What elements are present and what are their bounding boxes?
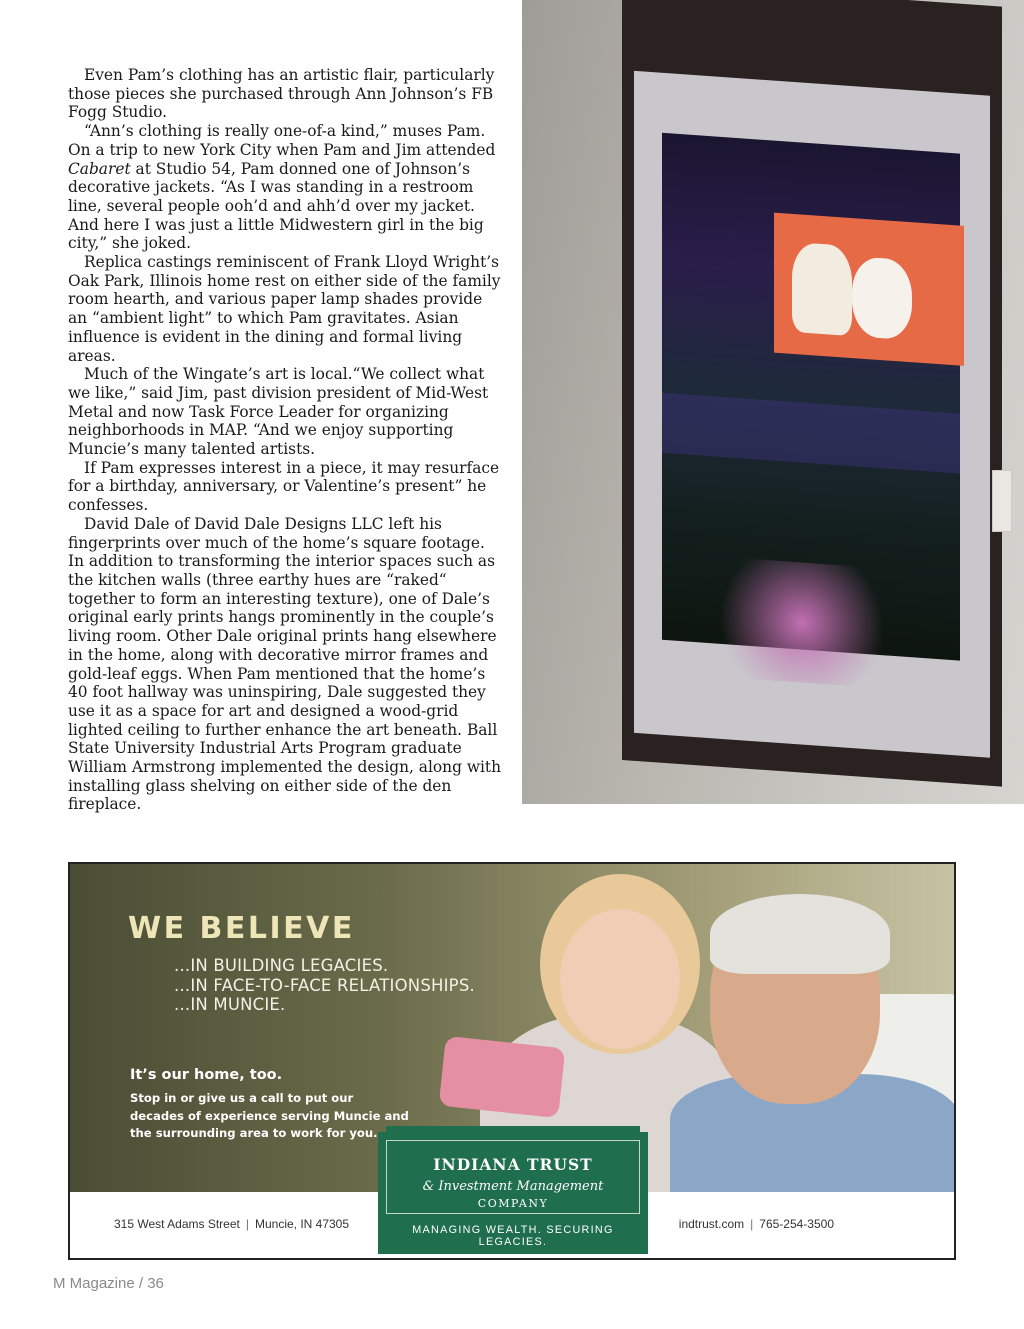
ad-contact (679, 1217, 834, 1231)
separator: | (245, 1217, 249, 1231)
picture-mat (634, 71, 990, 758)
article-paragraph: Much of the Wingate’s art is local.“We collect what we like,” said Jim, past division president of Mid-West Metal and now Task Force Leader for organizing neighborhoods in MAP. “And we enjoy supporting Muncie’s many talented artists. (68, 365, 489, 459)
logo-company: COMPANY (477, 1197, 549, 1210)
article-paragraph: Even Pam’s clothing has an artistic flair, particularly those pieces she purchased through Ann Johnson’s FB Fogg Studio. (68, 66, 495, 122)
framed-art-photo (522, 0, 1024, 804)
address-city: Muncie, IN 47305 (254, 1217, 350, 1231)
artwork (662, 133, 960, 661)
logo-name: INDIANA TRUST (433, 1155, 593, 1174)
logo-frame (386, 1140, 640, 1214)
indiana-trust-ad (68, 862, 956, 1260)
logo-script: & Investment Management (422, 1179, 604, 1194)
handheld-game-shape (439, 1036, 566, 1118)
ad-subhead: It’s our home, too. (130, 1067, 283, 1083)
girl-face-shape (560, 909, 680, 1049)
page-folio: M Magazine / 36 (53, 1275, 164, 1292)
logo-tagline: MANAGING WEALTH. SECURING LEGACIES. (412, 1224, 614, 1248)
show-title: Cabaret (68, 159, 131, 178)
separator: | (750, 1217, 754, 1231)
article-paragraph: Replica castings reminiscent of Frank Lloyd Wright’s Oak Park, Illinois home rest on either side of the family room hearth, and various paper lamp shades provide an “ambient light” to which Pam gravitates. Asian influence is evident in the dining and formal living areas. (68, 253, 501, 365)
article-paragraph: If Pam expresses interest in a piece, it may resurface for a birthday, anniversary, or Valentine’s present” he confesses. (68, 458, 500, 515)
article-text (68, 66, 504, 814)
ad-belief-lines (174, 956, 475, 1015)
paragraph-part: at Studio 54, Pam donned one of Johnson’s decorative jackets. “As I was standing in a restroom line, several people ooh’d and ahh’d over my jacket. And here I was just a little Midwestern girl in the big city,” she joked. (68, 159, 484, 253)
light-switch (992, 470, 1012, 532)
paragraph-part: “Ann’s clothing is really one-of-a kind,” muses Pam. On a trip to new York City when Pam and Jim attended (68, 122, 496, 159)
ad-headline: WE BELIEVE (128, 911, 355, 946)
belief-line: ...IN FACE-TO-FACE RELATIONSHIPS. (174, 975, 475, 995)
indiana-trust-logo (378, 1132, 648, 1254)
phone-number: 765-254-3500 (759, 1217, 834, 1231)
art-figure (852, 256, 912, 340)
man-hair-shape (710, 894, 890, 974)
article-paragraph: David Dale of David Dale Designs LLC left his fingerprints over much of the home’s square footage. In addition to transforming the interior spaces such as the kitchen walls (three earthy hues are “raked“ together to form an interesting texture), one of Dale’s original early prints hangs prominently in the couple’s living room. Other Dale original prints hang elsewhere in the home, along with decorative mirror frames and gold-leaf eggs. When Pam mentioned that the home’s 40 foot hallway was uninspiring, Dale suggested they use it as a space for art and designed a wood-grid lighted ceiling to further enhance the art beneath. Ball State University Industrial Arts Program graduate William Armstrong implemented the design, along with installing glass shelving on either side of the den fireplace. (68, 514, 502, 814)
address-street: 315 West Adams Street (114, 1217, 240, 1231)
belief-line: ...IN MUNCIE. (174, 995, 286, 1014)
picture-frame (622, 0, 1002, 787)
ad-body-text: Stop in or give us a call to put our decades of experience serving Muncie and the surrounding area to work for you. (130, 1091, 409, 1140)
art-audience (702, 556, 902, 690)
art-band (662, 393, 960, 474)
website-link[interactable]: indtrust.com (678, 1217, 745, 1231)
belief-line: ...IN BUILDING LEGACIES. (174, 956, 389, 975)
ad-address (114, 1217, 349, 1231)
art-figure (792, 242, 852, 336)
article-paragraph (68, 122, 504, 253)
